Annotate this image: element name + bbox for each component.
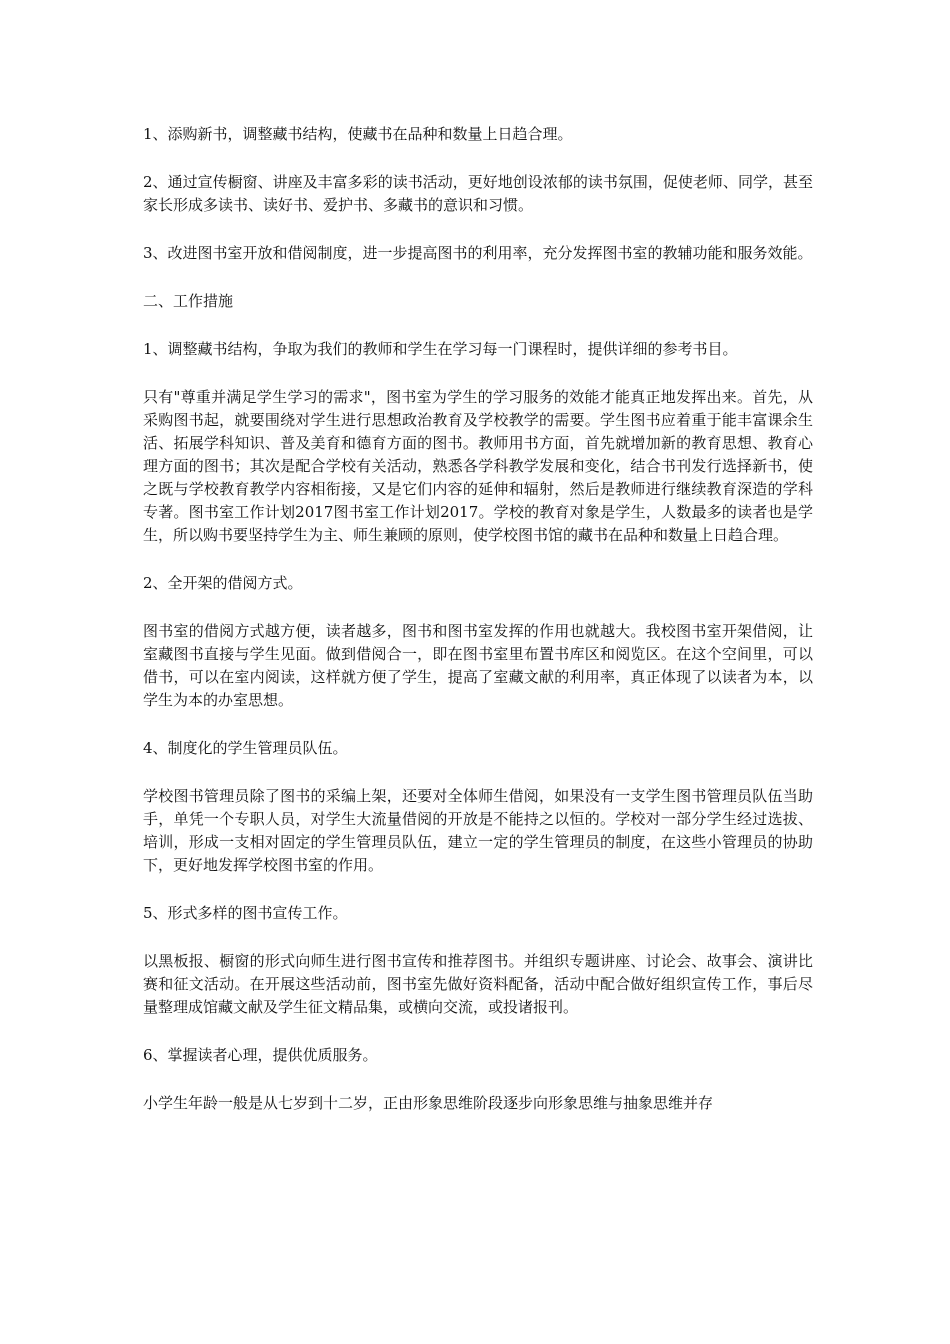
measure-2-body: 图书室的借阅方式越方便，读者越多，图书和图书室发挥的作用也就越大。我校图书室开架借阅，让室藏图书直接与学生见面。做到借阅合一，即在图书室里布置书库区和阅览区。在这个空间里，可以借书，可以在室内阅读，这样就方便了学生，提高了室藏文献的利用率，真正体现了以读者为本，以学生为本的办室思想。: [143, 622, 813, 709]
document-page: [143, 123, 813, 1140]
measure-5-heading: 5、形式多样的图书宣传工作。: [143, 904, 348, 922]
goal-1-paragraph: 1、添购新书，调整藏书结构，使藏书在品种和数量上日趋合理。: [143, 125, 573, 143]
measure-1-body: 只有"尊重并满足学生学习的需求"，图书室为学生的学习服务的效能才能真正地发挥出来。首先，从采购图书起，就要围绕对学生进行思想政治教育及学校教学的需要。学生图书应着重于能丰富课余生活、拓展学科知识、普及美育和德育方面的图书。教师用书方面，首先就增加新的教育思想、教育心理方面的图书；其次是配合学校有关活动，熟悉各学科教学发展和变化，结合书刊发行选择新书，使之既与学校教育教学内容相衔接，又是它们内容的延伸和辐射，然后是教师进行继续教育深造的学科专著。图书室工作计划2017图书室工作计划2017。学校的教育对象是学生，人数最多的读者也是学生，所以购书要坚持学生为主、师生兼顾的原则，使学校图书馆的藏书在品种和数量上日趋合理。: [143, 388, 813, 544]
measure-4-body: 学校图书管理员除了图书的采编上架，还要对全体师生借阅，如果没有一支学生图书管理员队伍当助手，单凭一个专职人员，对学生大流量借阅的开放是不能持之以恒的。学校对一部分学生经过选拔、培训，形成一支相对固定的学生管理员队伍，建立一定的学生管理员的制度，在这些小管理员的协助下，更好地发挥学校图书室的作用。: [143, 787, 813, 874]
measure-1-heading: 1、调整藏书结构，争取为我们的教师和学生在学习每一门课程时，提供详细的参考书目。: [143, 340, 738, 358]
measure-2-heading: 2、全开架的借阅方式。: [143, 574, 303, 592]
measure-5-body: 以黑板报、橱窗的形式向师生进行图书宣传和推荐图书。并组织专题讲座、讨论会、故事会、演讲比赛和征文活动。在开展这些活动前，图书室先做好资料配备，活动中配合做好组织宣传工作，事后尽量整理成馆藏文献及学生征文精品集，或横向交流，或投诸报刊。: [143, 952, 813, 1016]
goal-3-paragraph: 3、改进图书室开放和借阅制度，进一步提高图书的利用率，充分发挥图书室的教辅功能和服务效能。: [143, 244, 813, 262]
measure-4-heading: 4、制度化的学生管理员队伍。: [143, 739, 348, 757]
measure-6-body: 小学生年龄一般是从七岁到十二岁，正由形象思维阶段逐步向形象思维与抽象思维并存: [143, 1094, 714, 1112]
section-heading-measures: 二、工作措施: [143, 292, 234, 310]
measure-6-heading: 6、掌握读者心理，提供优质服务。: [143, 1046, 378, 1064]
goal-2-paragraph: 2、通过宣传橱窗、讲座及丰富多彩的读书活动，更好地创设浓郁的读书氛围，促使老师、同学，甚至家长形成多读书、读好书、爱护书、多藏书的意识和习惯。: [143, 173, 813, 214]
